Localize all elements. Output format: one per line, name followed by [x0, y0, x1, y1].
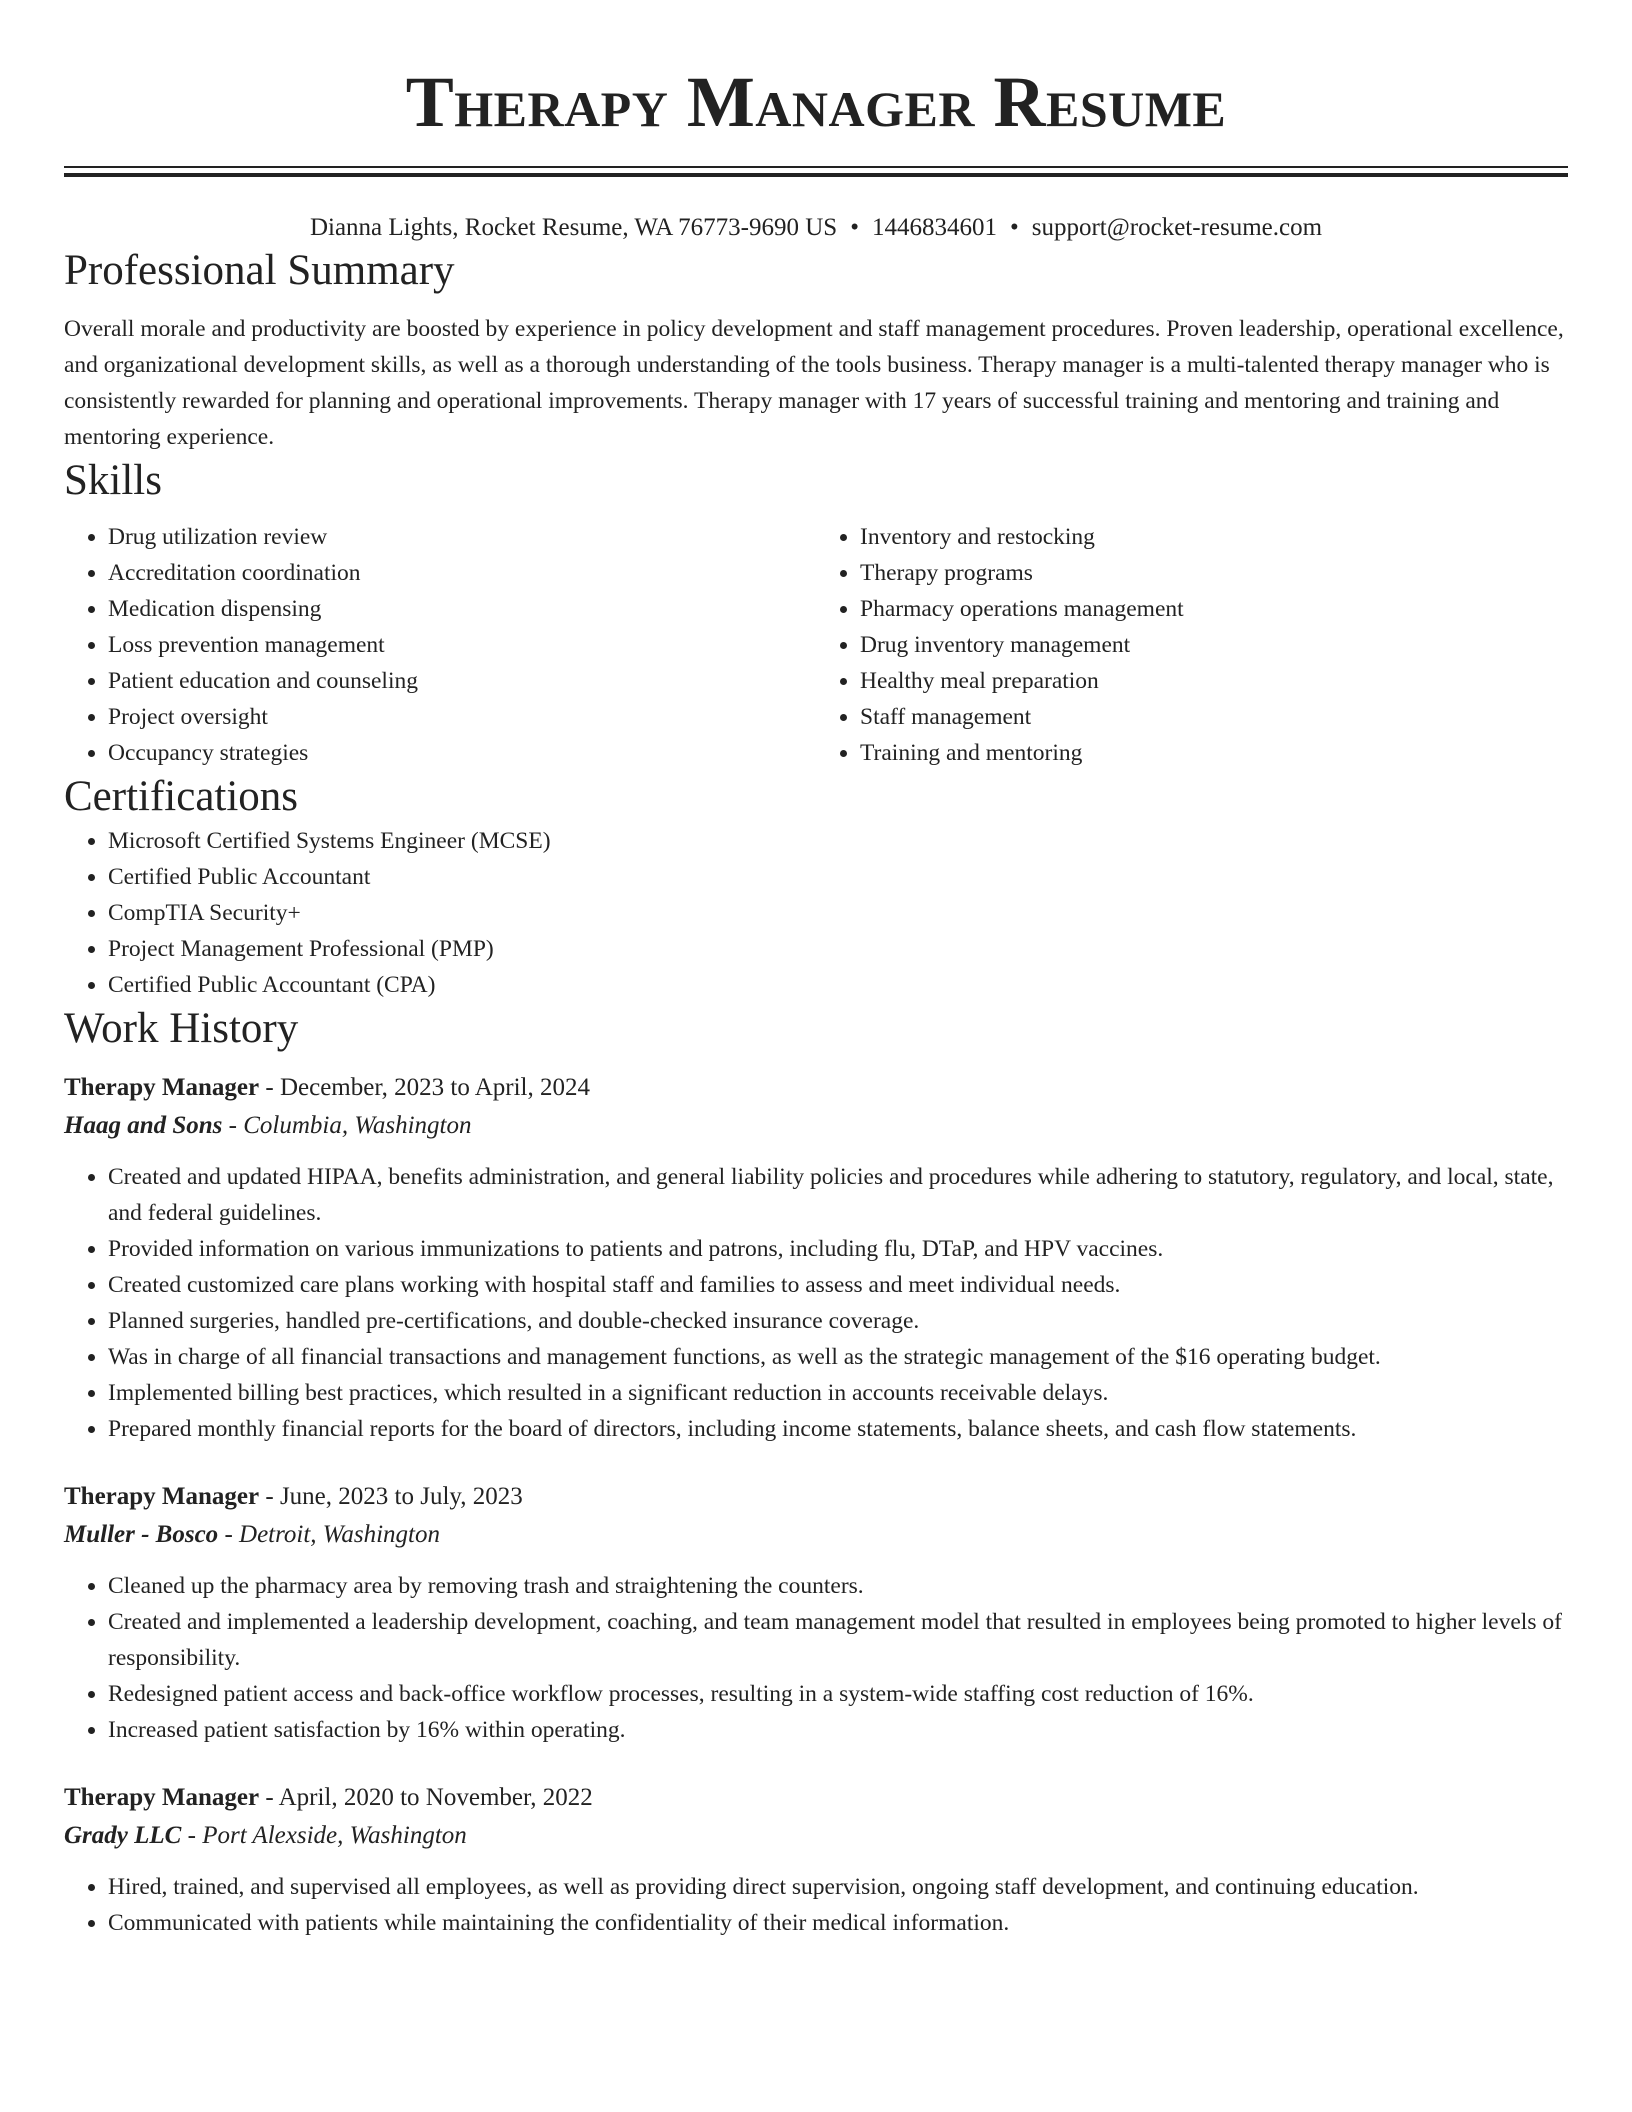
- job-bullet: • Communicated with patients while maintaining the confidentiality of their medical information.: [108, 1905, 1568, 1941]
- job-bullet: • Prepared monthly financial reports for the board of directors, including income statements, balance sheets, and cash flow statements.: [108, 1411, 1568, 1447]
- skill-item: • Patient education and counseling: [108, 663, 816, 699]
- skill-item: • Drug inventory management: [860, 627, 1568, 663]
- skill-item: • Accreditation coordination: [108, 555, 816, 591]
- contact-separator: •: [850, 214, 859, 241]
- skill-item: • Training and mentoring: [860, 735, 1568, 771]
- job-dates: December, 2023 to April, 2024: [279, 1074, 590, 1101]
- job-company: Grady LLC: [64, 1822, 182, 1849]
- skill-item: • Pharmacy operations management: [860, 591, 1568, 627]
- job-bullets: [64, 1568, 1568, 1748]
- job-title-line: [64, 1069, 1568, 1107]
- certifications-list: [64, 823, 1568, 1003]
- job-dash: -: [259, 1483, 280, 1510]
- job-dash: -: [259, 1074, 280, 1101]
- page-title: Therapy Manager Resume: [405, 62, 1227, 142]
- summary-heading: Professional Summary: [64, 247, 455, 294]
- contact-line: [64, 211, 1568, 245]
- job-bullet: • Created and implemented a leadership development, coaching, and team management model that resulted in employees being promoted to higher levels of responsibility.: [108, 1604, 1568, 1676]
- job-role: Therapy Manager: [64, 1784, 260, 1811]
- job-entry: [64, 1069, 1568, 1447]
- job-bullets: [64, 1159, 1568, 1447]
- job-location: Columbia, Washington: [243, 1112, 472, 1139]
- skills-columns: [64, 519, 1568, 771]
- job-role: Therapy Manager: [64, 1074, 260, 1101]
- skill-item: • Drug utilization review: [108, 519, 816, 555]
- certification-item: • Certified Public Accountant: [108, 859, 1568, 895]
- job-bullet: • Cleaned up the pharmacy area by removing trash and straightening the counters.: [108, 1568, 1568, 1604]
- job-bullet: • Redesigned patient access and back-office workflow processes, resulting in a system-wide staffing cost reduction of 16%.: [108, 1676, 1568, 1712]
- contact-email: support@rocket-resume.com: [1031, 214, 1323, 241]
- job-bullet: • Provided information on various immunizations to patients and patrons, including flu, DTaP, and HPV vaccines.: [108, 1231, 1568, 1267]
- job-role: Therapy Manager: [64, 1483, 260, 1510]
- job-bullets: [64, 1869, 1568, 1941]
- skill-item: • Occupancy strategies: [108, 735, 816, 771]
- job-bullet: • Planned surgeries, handled pre-certifications, and double-checked insurance coverage.: [108, 1303, 1568, 1339]
- job-dash: -: [218, 1521, 240, 1548]
- skill-item: • Loss prevention management: [108, 627, 816, 663]
- job-dates: June, 2023 to July, 2023: [279, 1483, 523, 1510]
- certification-item: • CompTIA Security+: [108, 895, 1568, 931]
- job-dash: -: [181, 1822, 203, 1849]
- summary-text: Overall morale and productivity are boosted by experience in policy development and staff management procedures. Proven leadership, operational excellence, and organizational development skills, as well as a thorough understanding of the tools business. Therapy manager is a multi-talented therapy manager who is consistently rewarded for planning and operational improvements. Therapy manager with 17 years of successful training and mentoring and training and mentoring experience.: [64, 316, 1564, 450]
- job-entry: [64, 1478, 1568, 1748]
- skills-list-left: [64, 519, 816, 771]
- title-double-rule: [64, 166, 1568, 177]
- job-company-line: [64, 1817, 1568, 1855]
- job-location: Detroit, Washington: [239, 1521, 440, 1548]
- skill-item: • Inventory and restocking: [860, 519, 1568, 555]
- contact-address: Dianna Lights, Rocket Resume, WA 76773-9690 US: [309, 214, 838, 241]
- skills-heading: Skills: [64, 457, 162, 504]
- job-company: Haag and Sons: [64, 1112, 223, 1139]
- job-company-line: [64, 1107, 1568, 1145]
- skill-item: • Therapy programs: [860, 555, 1568, 591]
- job-company-line: [64, 1516, 1568, 1554]
- work-history-heading: Work History: [64, 1005, 299, 1052]
- job-location: Port Alexside, Washington: [202, 1822, 467, 1849]
- certification-item: • Certified Public Accountant (CPA): [108, 967, 1568, 1003]
- job-dash: -: [259, 1784, 279, 1811]
- job-company: Muller - Bosco: [64, 1521, 219, 1548]
- job-dash: -: [222, 1112, 244, 1139]
- certification-item: • Microsoft Certified Systems Engineer (MCSE): [108, 823, 1568, 859]
- certification-item: • Project Management Professional (PMP): [108, 931, 1568, 967]
- contact-phone: 1446834601: [871, 214, 997, 241]
- job-bullet: • Created and updated HIPAA, benefits administration, and general liability policies and procedures while adhering to statutory, regulatory, and local, state, and federal guidelines.: [108, 1159, 1568, 1231]
- job-entry: [64, 1779, 1568, 1941]
- skill-item: • Healthy meal preparation: [860, 663, 1568, 699]
- skills-list-right: [816, 519, 1568, 771]
- job-title-line: [64, 1478, 1568, 1516]
- job-bullet: • Hired, trained, and supervised all employees, as well as providing direct supervision, ongoing staff development, and continuing education.: [108, 1869, 1568, 1905]
- contact-separator: •: [1009, 214, 1019, 241]
- certifications-heading: Certifications: [64, 773, 299, 820]
- job-bullet: • Was in charge of all financial transactions and management functions, as well as the strategic management of the $16 operating budget.: [108, 1339, 1568, 1375]
- skill-item: • Project oversight: [108, 699, 816, 735]
- job-title-line: [64, 1779, 1568, 1817]
- skill-item: • Medication dispensing: [108, 591, 816, 627]
- skill-item: • Staff management: [860, 699, 1568, 735]
- job-bullet: • Created customized care plans working with hospital staff and families to assess and meet individual needs.: [108, 1267, 1568, 1303]
- job-bullet: • Increased patient satisfaction by 16% within operating.: [108, 1712, 1568, 1748]
- job-bullet: • Implemented billing best practices, which resulted in a significant reduction in accounts receivable delays.: [108, 1375, 1568, 1411]
- job-dates: April, 2020 to November, 2022: [278, 1784, 593, 1811]
